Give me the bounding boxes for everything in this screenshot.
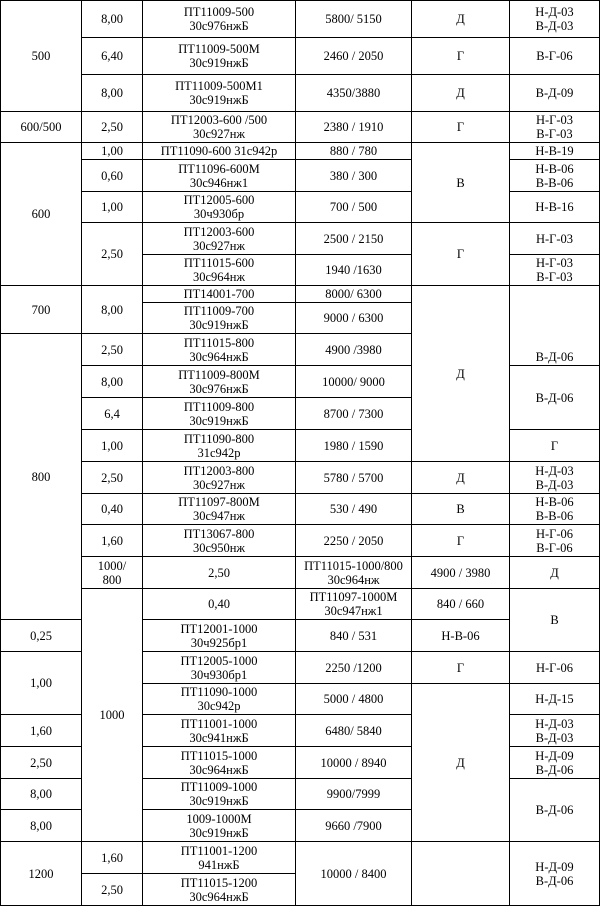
code-cell: Н-В-16 (510, 192, 600, 223)
pressure-cell: 2,50 (143, 557, 296, 589)
model-cell: ПТ11097-1000М 30с947нж1 (296, 589, 412, 620)
pressure-range-cell: 1980 / 1590 (296, 430, 412, 462)
model-cell: ПТ11096-600М 30с946нж1 (143, 160, 296, 192)
table-row (1, 112, 600, 143)
table-row (1, 160, 600, 192)
model-cell: ПТ11001-1000 30с941нжБ (143, 715, 296, 747)
nominal-diameter-cell: 700 (1, 286, 82, 334)
pressure-cell: 1,60 (82, 842, 143, 874)
model-cell: ПТ12005-1000 30ч930бр1 (143, 652, 296, 684)
pressure-cell: 1,00 (1, 652, 82, 715)
code-cell: Н-Д-03 В-Д-03 (510, 462, 600, 494)
model-cell: ПТ11009-500М1 30с919нжБ (143, 75, 296, 112)
table-row (1, 494, 600, 525)
pressure-range-cell: 2380 / 1910 (296, 112, 412, 143)
pressure-range-cell: 5000 / 4800 (296, 684, 412, 715)
nominal-diameter-cell: 600 (1, 143, 82, 286)
pressure-cell: 2,50 (1, 747, 82, 779)
pressure-cell: 0,25 (1, 620, 82, 652)
nominal-diameter-cell: 1000 (82, 589, 143, 842)
code-cell: Н-Д-15 (510, 684, 600, 715)
model-cell: ПТ11009-800 30с919нжБ (143, 398, 296, 430)
type-cell: В (412, 143, 510, 223)
type-cell: Д (412, 462, 510, 494)
table-row (1, 143, 600, 160)
table-row (1, 462, 600, 494)
code-cell: В-Д-09 (510, 75, 600, 112)
code-cell: Н-В-06 В-В-06 (510, 494, 600, 525)
type-cell: Д (412, 286, 510, 462)
table-row (1, 366, 600, 398)
pressure-range-cell: 1940 /1630 (296, 255, 412, 286)
pressure-cell: 6,40 (82, 38, 143, 75)
code-cell: В-Д-06 (510, 286, 600, 366)
model-cell: ПТ11015-1000 30с964нжБ (143, 747, 296, 779)
pressure-range-cell: 530 / 490 (296, 494, 412, 525)
model-cell: ПТ12005-600 30ч930бр (143, 192, 296, 223)
model-cell: 1009-1000М 30с919нжБ (143, 810, 296, 842)
table-row (1, 286, 600, 303)
code-cell: Н-Г-03 В-Г-03 (510, 112, 600, 143)
pressure-range-cell: 4900 / 3980 (412, 557, 510, 589)
code-cell: В-Г-06 (510, 38, 600, 75)
pressure-cell: 1,00 (82, 192, 143, 223)
model-cell: ПТ11097-800М 30с947нж (143, 494, 296, 525)
pressure-range-cell: 700 / 500 (296, 192, 412, 223)
pressure-range-cell: 10000 / 8400 (296, 842, 412, 906)
pressure-range-cell: 8000/ 6300 (296, 286, 412, 303)
table-row (1, 223, 600, 255)
nominal-diameter-cell: 1000/ 800 (82, 557, 143, 589)
pressure-range-cell: 840 / 531 (296, 620, 412, 652)
pressure-cell: 0,40 (82, 494, 143, 525)
model-cell: ПТ11090-600 31с942р (143, 143, 296, 160)
type-cell: В (510, 589, 600, 652)
type-cell: Д (412, 1, 510, 38)
type-cell: Г (510, 430, 600, 462)
model-cell: ПТ11009-500М 30с919нжБ (143, 38, 296, 75)
pressure-range-cell: 9000 / 6300 (296, 303, 412, 334)
code-cell: Н-В-06 (412, 620, 510, 652)
code-cell: Н-Д-09 В-Д-06 (510, 842, 600, 906)
model-cell: ПТ11015-1200 30с964нжБ (143, 874, 296, 906)
pressure-cell: 1,00 (82, 430, 143, 462)
model-cell: ПТ13067-800 30с950нж (143, 525, 296, 557)
table-row (1, 38, 600, 75)
model-cell: ПТ11009-800М 30с976нжБ (143, 366, 296, 398)
pressure-range-cell: 6480/ 5840 (296, 715, 412, 747)
pressure-range-cell: 4900 /3980 (296, 334, 412, 366)
model-cell: ПТ12003-600 /500 30с927нж (143, 112, 296, 143)
nominal-diameter-cell: 1200 (1, 842, 82, 906)
table-row (1, 75, 600, 112)
model-cell: ПТ11009-500 30с976нжБ (143, 1, 296, 38)
table-row (1, 430, 600, 462)
pressure-cell: 0,60 (82, 160, 143, 192)
pressure-range-cell: 2250 /1200 (296, 652, 412, 684)
model-cell: ПТ14001-700 (143, 286, 296, 303)
table-row (1, 842, 600, 874)
pressure-cell: 2,50 (82, 874, 143, 906)
pressure-range-cell: 10000 / 8940 (296, 747, 412, 779)
model-cell: ПТ11015-600 30с964нж (143, 255, 296, 286)
pressure-cell: 8,00 (1, 810, 82, 842)
code-cell: Н-Д-09 В-Д-06 (510, 747, 600, 779)
type-cell: Д (412, 75, 510, 112)
type-cell: Д (510, 557, 600, 589)
code-cell: Н-Г-06 В-Г-06 (510, 525, 600, 557)
model-cell: ПТ11015-1000/800 30с964нж (296, 557, 412, 589)
pressure-cell: 2,50 (82, 112, 143, 143)
pressure-range-cell: 2460 / 2050 (296, 38, 412, 75)
code-cell: В-Д-06 (510, 779, 600, 842)
pressure-cell: 0,40 (143, 589, 296, 620)
pressure-cell: 2,50 (82, 334, 143, 366)
code-cell: Н-Г-03 (510, 223, 600, 255)
type-cell: В (412, 494, 510, 525)
nominal-diameter-cell: 600/500 (1, 112, 82, 143)
pressure-range-cell: 9900/7999 (296, 779, 412, 810)
type-cell: Д (412, 684, 510, 842)
pressure-cell: 8,00 (1, 779, 82, 810)
model-cell: ПТ11001-1200 941нжБ (143, 842, 296, 874)
pressure-cell: 8,00 (82, 1, 143, 38)
type-cell: Г (412, 652, 510, 684)
pressure-cell: 8,00 (82, 366, 143, 398)
model-cell: ПТ11009-700 30с919нжБ (143, 303, 296, 334)
pressure-range-cell: 5800/ 5150 (296, 1, 412, 38)
code-cell: Н-Г-03 В-Г-03 (510, 255, 600, 286)
pressure-cell: 1,60 (1, 715, 82, 747)
type-cell: Г (412, 525, 510, 557)
table-row (1, 1, 600, 38)
code-cell: Н-Д-03 В-Д-03 (510, 1, 600, 38)
table-row (1, 557, 600, 589)
pressure-range-cell: 2250 / 2050 (296, 525, 412, 557)
table-row (1, 589, 600, 620)
code-cell: Н-В-19 (510, 143, 600, 160)
model-cell: ПТ12003-600 30с927нж (143, 223, 296, 255)
nominal-diameter-cell: 800 (1, 334, 82, 620)
pressure-range-cell: 9660 /7900 (296, 810, 412, 842)
type-cell: Г (412, 223, 510, 286)
pressure-cell: 8,00 (82, 286, 143, 334)
pressure-cell: 2,50 (82, 223, 143, 286)
nominal-diameter-cell: 500 (1, 1, 82, 112)
type-cell (412, 842, 510, 906)
code-cell: Н-В-06 В-В-06 (510, 160, 600, 192)
table-row (1, 525, 600, 557)
pressure-cell: 1,60 (82, 525, 143, 557)
pressure-range-cell: 4350/3880 (296, 75, 412, 112)
pressure-range-cell: 10000/ 9000 (296, 366, 412, 398)
model-cell: ПТ12003-800 30с927нж (143, 462, 296, 494)
code-cell: В-Д-06 (510, 366, 600, 430)
model-cell: ПТ11090-1000 30с942р (143, 684, 296, 715)
table-row (1, 192, 600, 223)
pressure-range-cell: 8700 / 7300 (296, 398, 412, 430)
model-cell: ПТ11090-800 31с942р (143, 430, 296, 462)
pressure-range-cell: 380 / 300 (296, 160, 412, 192)
model-cell: ПТ11015-800 30с964нжБ (143, 334, 296, 366)
type-cell: Г (412, 38, 510, 75)
code-cell: Н-Г-06 (510, 652, 600, 684)
pressure-cell: 1,00 (82, 143, 143, 160)
pressure-cell: 2,50 (82, 462, 143, 494)
code-cell: Н-Д-03 В-Д-03 (510, 715, 600, 747)
model-cell: ПТ11009-1000 30с919нжБ (143, 779, 296, 810)
pressure-cell: 6,4 (82, 398, 143, 430)
model-cell: ПТ12001-1000 30ч925бр1 (143, 620, 296, 652)
pressure-range-cell: 5780 / 5700 (296, 462, 412, 494)
pressure-range-cell: 880 / 780 (296, 143, 412, 160)
type-cell: Г (412, 112, 510, 143)
pressure-range-cell: 2500 / 2150 (296, 223, 412, 255)
pressure-range-cell: 840 / 660 (412, 589, 510, 620)
pressure-cell: 8,00 (82, 75, 143, 112)
